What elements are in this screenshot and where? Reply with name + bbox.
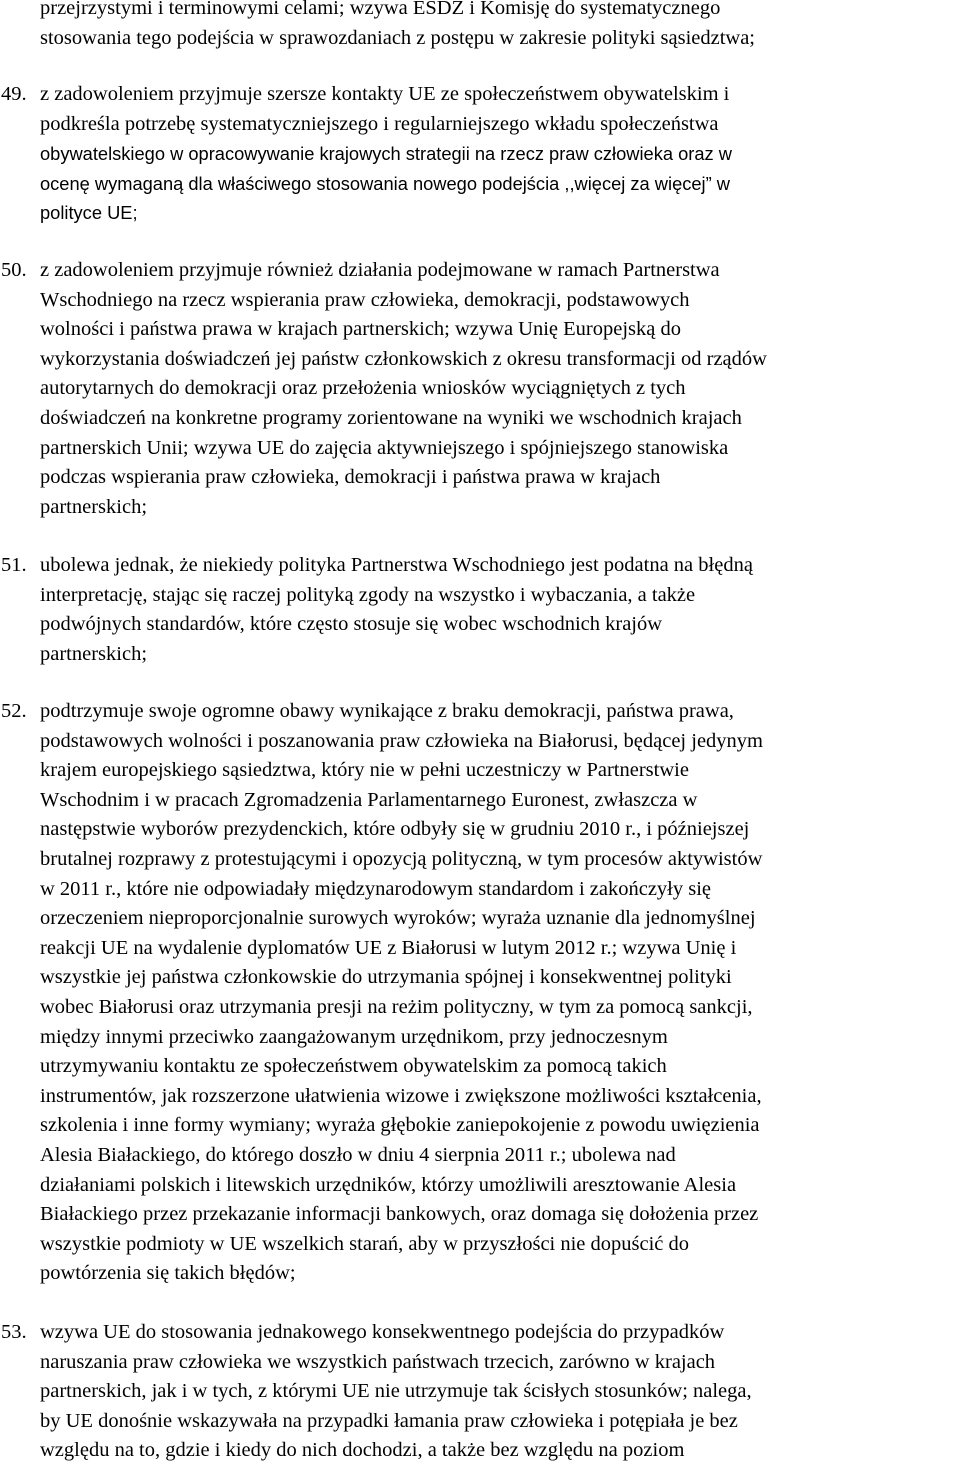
text-line: wolności i państwa prawa w krajach partnerskich; wzywa Unię Europejską do: [40, 318, 681, 341]
text-line: Białackiego przez przekazanie informacji bankowych, oraz domaga się dołożenia przez: [40, 1203, 759, 1226]
text-line: utrzymywaniu kontaktu ze społeczeństwem obywatelskim za pomocą takich: [40, 1055, 667, 1078]
text-line: z zadowoleniem przyjmuje szersze kontakty UE ze społeczeństwem obywatelskim i: [40, 83, 730, 105]
paragraph-number: 53.: [1, 1321, 27, 1343]
text-line: podstawowych wolności i poszanowania praw człowieka na Białorusi, będącej jedynym: [40, 729, 763, 752]
text-line: z zadowoleniem przyjmuje również działania podejmowane w ramach Partnerstwa: [40, 259, 720, 281]
text-line: interpretację, stając się raczej polityką zgody na wszystko i wybaczania, a także: [40, 583, 696, 606]
paragraph-continuation: [0, 0, 960, 53]
text-line: brutalnej rozprawy z protestującymi i opozycją polityczną, w tym procesów aktywistów: [40, 847, 763, 870]
paragraph-number: 50.: [1, 259, 27, 281]
text-line: partnerskich Unii; wzywa UE do zajęcia aktywniejszego i spójniejszego stanowiska: [40, 436, 729, 459]
text-line: Wschodniego na rzecz wspierania praw człowieka, demokracji, podstawowych: [40, 288, 690, 311]
text-line: partnerskich;: [40, 495, 148, 518]
paragraph-number: 51.: [1, 554, 27, 576]
text-line: wykorzystania doświadczeń jej państw członkowskich z okresu transformacji od rządów: [40, 347, 767, 370]
paragraph-49: [0, 80, 960, 228]
text-line: wszystkie jej państwa członkowskie do utrzymania spójnej i konsekwentnej polityki: [40, 966, 732, 989]
text-line: Wschodnim i w pracach Zgromadzenia Parlamentarnego Euronest, zwłaszcza w: [40, 788, 698, 811]
text-line: szkolenia i inne formy wymiany; wyraża głębokie zaniepokojenie z powodu uwięzienia: [40, 1114, 760, 1137]
text-line: partnerskich, jak i w tych, z którymi UE nie utrzymuje tak ścisłych stosunków; nalega,: [40, 1380, 752, 1403]
text-line: ubolewa jednak, że niekiedy polityka Partnerstwa Wschodniego jest podatna na błędną: [40, 554, 753, 576]
text-line: powtórzenia się takich błędów;: [40, 1262, 296, 1285]
text-line: działaniami polskich i litewskich urzędników, którzy umożliwili aresztowanie Alesia: [40, 1173, 737, 1196]
text-line: reakcji UE na wydalenie dyplomatów UE z Białorusi w lutym 2012 r.; wzywa Unię i: [40, 936, 737, 959]
paragraph-50: [0, 256, 960, 522]
text-line: podczas wspierania praw człowieka, demokracji i państwa prawa w krajach: [40, 466, 661, 489]
text-line: wobec Białorusi oraz utrzymania presji na reżim polityczny, w tym za pomocą sankcji,: [40, 995, 753, 1018]
text-line: by UE donośnie wskazywała na przypadki łamania praw człowieka i potępiała je bez: [40, 1409, 738, 1432]
text-line: polityce UE;: [40, 202, 138, 224]
text-line: Alesia Białackiego, do którego doszło w dniu 4 sierpnia 2011 r.; ubolewa nad: [40, 1143, 676, 1166]
paragraph-53: [0, 1318, 960, 1466]
text-line: ocenę wymaganą dla właściwego stosowania nowego podejścia ,,więcej za więcej” w: [40, 172, 730, 194]
text-line: między innymi przeciwko zaangażowanym urzędnikom, przy jednoczesnym: [40, 1025, 668, 1048]
paragraph-51: [0, 551, 960, 669]
text-line: w 2011 r., które nie odpowiadały międzynarodowym standardom i zakończyły się: [40, 877, 712, 900]
text-line: instrumentów, jak rozszerzone ułatwienia wizowe i zwiększone możliwości kształcenia,: [40, 1084, 762, 1107]
text-line: doświadczeń na konkretne programy zorientowane na wyniki we wschodnich krajach: [40, 406, 742, 429]
text-line: wzywa UE do stosowania jednakowego konsekwentnego podejścia do przypadków: [40, 1321, 725, 1343]
text-line: stosowania tego podejścia w sprawozdaniach z postępu w zakresie polityki sąsiedztwa;: [40, 26, 756, 49]
paragraph-number: 52.: [1, 700, 27, 722]
paragraph-number: 49.: [1, 83, 27, 105]
text-line: podkreśla potrzebę systematyczniejszego i regularniejszego wkładu społeczeństwa: [40, 112, 719, 135]
text-line: wszystkie podmioty w UE wszelkich starań, aby w przyszłości nie dopuścić do: [40, 1232, 690, 1255]
text-line: następstwie wyborów prezydenckich, które odbyły się w grudniu 2010 r., i późniejszej: [40, 818, 750, 841]
text-line: podwójnych standardów, które często stosuje się wobec wschodnich krajów: [40, 613, 663, 636]
text-line: orzeczeniem nieproporcjonalnie surowych wyroków; wyraża uznanie dla jednomyślnej: [40, 907, 756, 930]
text-line: obywatelskiego w opracowywanie krajowych strategii na rzecz praw człowieka oraz w: [40, 143, 732, 165]
text-line: krajem europejskiego sąsiedztwa, który nie w pełni uczestniczy w Partnerstwie: [40, 759, 689, 782]
text-line: względu na to, gdzie i kiedy do nich dochodzi, a także bez względu na poziom: [40, 1439, 685, 1462]
paragraph-52: [0, 697, 960, 1289]
text-line: autorytarnych do demokracji oraz przełożenia wniosków wyciągniętych z tych: [40, 377, 686, 400]
text-line: podtrzymuje swoje ogromne obawy wynikające z braku demokracji, państwa prawa,: [40, 700, 734, 722]
text-line: naruszania praw człowieka we wszystkich państwach trzecich, zarówno w krajach: [40, 1350, 716, 1373]
text-line: przejrzystymi i terminowymi celami; wzywa ESDZ i Komisję do systematycznego: [40, 0, 721, 19]
text-line: partnerskich;: [40, 642, 148, 665]
